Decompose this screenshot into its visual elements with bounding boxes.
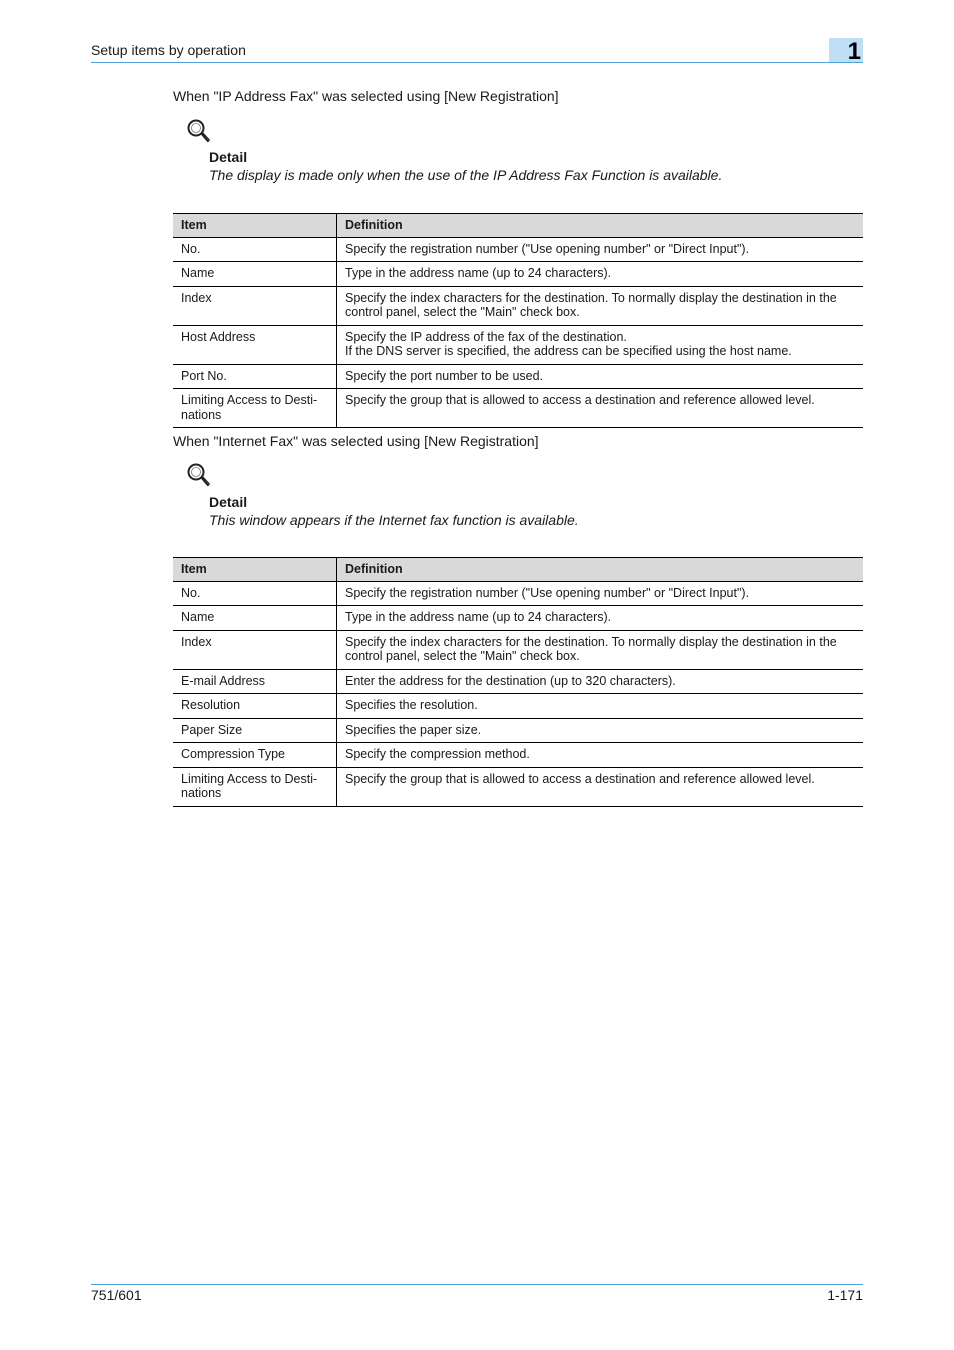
item-cell: Name (173, 262, 337, 287)
definition-cell: Specifies the resolution. (337, 694, 864, 719)
item-cell: Limiting Access to Desti- nations (173, 767, 337, 806)
table-row (173, 767, 863, 806)
item-cell: Paper Size (173, 718, 337, 743)
section-heading-ip-fax: When "IP Address Fax" was selected using [New Registration] (173, 88, 559, 104)
running-header-title: Setup items by operation (91, 42, 246, 58)
detail-note: The display is made only when the use of the IP Address Fax Function is available. (209, 167, 723, 183)
definition-cell: Specify the registration number ("Use opening number" or "Direct Input"). (337, 581, 864, 606)
item-cell: Index (173, 630, 337, 669)
header-rule (91, 62, 863, 63)
definition-cell: Type in the address name (up to 24 characters). (337, 606, 864, 631)
table-row (173, 718, 863, 743)
table-row (173, 669, 863, 694)
table-row (173, 286, 863, 325)
column-header-definition: Definition (337, 558, 864, 582)
settings-table-internet-fax (173, 557, 863, 807)
item-cell: Index (173, 286, 337, 325)
magnifier-icon (186, 462, 212, 490)
definition-cell: Type in the address name (up to 24 characters). (337, 262, 864, 287)
detail-note: This window appears if the Internet fax function is available. (209, 512, 579, 528)
table-row (173, 325, 863, 364)
definition-cell: Specify the IP address of the fax of the destination. If the DNS server is specified, the address can be specified using the host name. (337, 325, 864, 364)
table-header-row (173, 214, 863, 238)
definition-cell: Specifies the paper size. (337, 718, 864, 743)
definition-cell: Enter the address for the destination (up to 320 characters). (337, 669, 864, 694)
table-row (173, 389, 863, 428)
item-cell: Resolution (173, 694, 337, 719)
item-cell: E-mail Address (173, 669, 337, 694)
table-row (173, 364, 863, 389)
table-row (173, 581, 863, 606)
definition-cell: Specify the port number to be used. (337, 364, 864, 389)
footer-page-number: 1-171 (827, 1287, 863, 1303)
item-cell: Name (173, 606, 337, 631)
magnifier-icon (186, 118, 212, 146)
detail-label: Detail (209, 149, 248, 165)
settings-table-ip-fax (173, 213, 863, 428)
item-cell: No. (173, 237, 337, 262)
definition-cell: Specify the registration number ("Use opening number" or "Direct Input"). (337, 237, 864, 262)
item-cell: Compression Type (173, 743, 337, 768)
column-header-item: Item (173, 558, 337, 582)
column-header-definition: Definition (337, 214, 864, 238)
definition-cell: Specify the group that is allowed to access a destination and reference allowed level. (337, 389, 864, 428)
table-row (173, 630, 863, 669)
definition-cell: Specify the compression method. (337, 743, 864, 768)
definition-cell: Specify the index characters for the destination. To normally display the destination in the control panel, select the "Main" check box. (337, 286, 864, 325)
chapter-tab (829, 38, 863, 65)
definition-cell: Specify the index characters for the destination. To normally display the destination in the control panel, select the "Main" check box. (337, 630, 864, 669)
table-header-row (173, 558, 863, 582)
item-cell: Limiting Access to Desti- nations (173, 389, 337, 428)
item-cell: No. (173, 581, 337, 606)
table-row (173, 743, 863, 768)
table-row (173, 262, 863, 287)
item-cell: Host Address (173, 325, 337, 364)
footer-rule (91, 1284, 863, 1285)
detail-label: Detail (209, 494, 248, 510)
item-cell: Port No. (173, 364, 337, 389)
definition-cell: Specify the group that is allowed to access a destination and reference allowed level. (337, 767, 864, 806)
table-row (173, 606, 863, 631)
section-heading-internet-fax: When "Internet Fax" was selected using [New Registration] (173, 433, 539, 449)
footer-model-number: 751/601 (91, 1287, 142, 1303)
chapter-number: 1 (847, 38, 861, 65)
table-row (173, 237, 863, 262)
column-header-item: Item (173, 214, 337, 238)
table-row (173, 694, 863, 719)
